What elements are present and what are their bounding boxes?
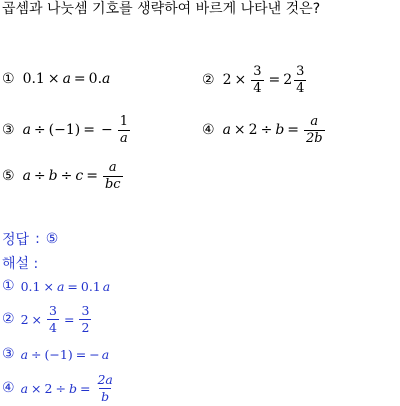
divide-sign: ÷ (31, 346, 42, 362)
times-sign: × (43, 278, 54, 294)
minus-sign: − (100, 122, 113, 138)
denominator: 4 (49, 319, 57, 335)
math-variable: b (48, 168, 58, 184)
equals-sign: = (75, 346, 87, 362)
math-variable: a (102, 278, 111, 294)
option-5 (2, 158, 125, 194)
left-paren: ( (48, 122, 55, 138)
right-paren: ) (74, 122, 81, 138)
denominator: bc (104, 176, 121, 192)
math-variable: a (20, 346, 29, 362)
math-variable: a (102, 71, 111, 87)
fraction (79, 304, 91, 335)
times-sign: × (31, 380, 42, 396)
fraction (304, 115, 325, 146)
math-variable: a (62, 71, 71, 87)
times-sign: × (47, 71, 60, 87)
math-variable: a (56, 278, 65, 294)
fraction (294, 65, 306, 96)
math-number: 2 (248, 122, 258, 138)
option-4 (202, 112, 327, 148)
math-variable: a (101, 346, 110, 362)
explanation-1 (2, 277, 110, 295)
numerator: 3 (253, 63, 262, 79)
math-number: 0.1 (80, 278, 101, 294)
option-number: ① (2, 71, 15, 87)
equals-sign: = (73, 71, 86, 87)
numerator: 3 (49, 302, 57, 318)
left-paren: ( (44, 346, 50, 362)
denominator: 2b (306, 130, 323, 146)
option-number: ④ (202, 122, 215, 138)
math-variable: a (22, 168, 31, 184)
explanation-3 (2, 345, 109, 363)
equals-sign: = (287, 122, 300, 138)
divide-sign: ÷ (33, 122, 46, 138)
divide-sign: ÷ (33, 168, 46, 184)
explanation-number: ① (2, 278, 15, 294)
math-variable: c (75, 168, 84, 184)
denominator: b (101, 388, 110, 404)
option-2 (202, 62, 308, 98)
answer-line (2, 230, 58, 248)
equals-sign: = (63, 311, 75, 327)
math-number: 2 (20, 311, 29, 327)
option-1 (2, 68, 110, 90)
math-variable: a (20, 380, 29, 396)
math-number: 1 (65, 122, 75, 138)
numerator: 1 (119, 113, 128, 129)
fraction (118, 115, 130, 146)
equals-sign: = (67, 278, 78, 294)
divide-sign: ÷ (260, 122, 273, 138)
numerator: 3 (296, 63, 305, 79)
equals-sign: = (86, 168, 98, 184)
equals-sign: = (268, 72, 281, 88)
math-variable: b (68, 380, 77, 396)
explanation-label: 해설 : (2, 256, 39, 272)
math-number: 0.1 (20, 278, 41, 294)
math-variable: a (22, 122, 31, 138)
denominator: 4 (296, 80, 305, 96)
math-number: 0. (88, 71, 103, 87)
numerator: a (108, 159, 117, 175)
denominator: a (119, 130, 128, 146)
option-number: ③ (2, 122, 15, 138)
times-sign: × (31, 311, 42, 327)
fraction (251, 65, 263, 96)
math-number: 2 (44, 380, 53, 396)
divide-sign: ÷ (55, 380, 66, 396)
equals-sign: = (79, 380, 91, 396)
minus-sign: − (54, 122, 66, 138)
math-number: 2 (222, 72, 232, 88)
whole-number: 2 (283, 72, 293, 88)
option-number: ② (202, 72, 215, 88)
denominator: 2 (81, 319, 90, 335)
math-number: 1 (59, 346, 68, 362)
minus-sign: − (49, 346, 60, 362)
answer-colon: : (35, 231, 40, 247)
minus-sign: − (89, 346, 100, 362)
fraction (95, 373, 114, 404)
math-variable: b (275, 122, 285, 138)
explanation-number: ③ (2, 346, 15, 362)
times-sign: × (234, 72, 247, 88)
divide-sign: ÷ (60, 168, 73, 184)
equals-sign: = (83, 122, 95, 138)
answer-value: ⑤ (45, 231, 59, 247)
numerator: 3 (81, 302, 90, 318)
denominator: 4 (253, 80, 262, 96)
explanation-4 (2, 371, 117, 405)
question-text: 곱셈과 나눗셈 기호를 생략하여 바르게 나타낸 것은? (2, 1, 321, 17)
times-sign: × (233, 122, 246, 138)
explanation-number: ② (2, 311, 15, 327)
math-number: 0.1 (22, 71, 45, 87)
option-3 (2, 112, 132, 148)
fraction (103, 161, 123, 192)
fraction (47, 304, 59, 335)
numerator: 2a (97, 371, 113, 387)
right-paren: ) (67, 346, 73, 362)
answer-label: 정답 (2, 232, 30, 248)
explanation-number: ④ (2, 380, 15, 396)
explanation-2 (2, 302, 93, 336)
numerator: a (310, 113, 319, 129)
option-number: ⑤ (2, 168, 15, 184)
math-variable: a (222, 122, 231, 138)
